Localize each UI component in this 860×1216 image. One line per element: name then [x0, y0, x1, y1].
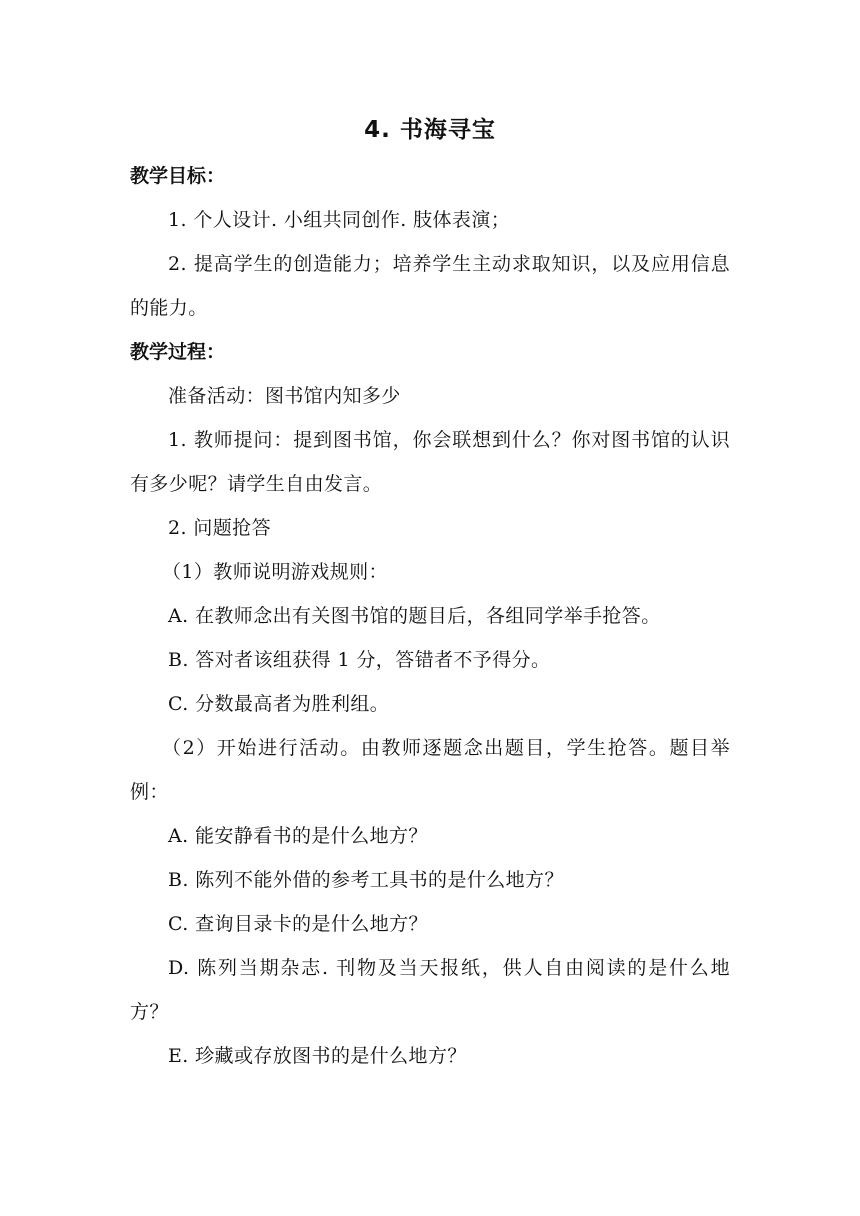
paragraph: B. 陈列不能外借的参考工具书的是什么地方？ — [168, 869, 564, 891]
paragraph: B. 答对者该组获得 1 分，答错者不予得分。 — [168, 649, 551, 671]
document-title: 4. 书海寻宝 — [364, 117, 496, 143]
paragraph: A. 能安静看书的是什么地方？ — [168, 825, 428, 847]
paragraph: 1. 教师提问：提到图书馆，你会联想到什么？你对图书馆的认识有多少呢？请学生自由发言。 — [130, 429, 730, 495]
paragraph: 1. 个人设计. 小组共同创作. 肢体表演； — [168, 209, 511, 231]
paragraph: 2. 问题抢答 — [168, 517, 271, 539]
paragraph: C. 查询目录卡的是什么地方？ — [168, 913, 428, 935]
paragraph: （2）开始进行活动。由教师逐题念出题目，学生抢答。题目举例： — [130, 737, 730, 803]
paragraph: （1）教师说明游戏规则： — [162, 561, 388, 583]
paragraph: C. 分数最高者为胜利组。 — [168, 693, 390, 715]
document-body — [130, 154, 730, 1078]
paragraph: 准备活动：图书馆内知多少 — [168, 385, 401, 407]
paragraph: A. 在教师念出有关图书馆的题目后，各组同学举手抢答。 — [168, 605, 661, 627]
section-heading-goals: 教学目标： — [130, 165, 226, 187]
section-heading-process: 教学过程： — [130, 341, 226, 363]
paragraph: D. 陈列当期杂志. 刊物及当天报纸，供人自由阅读的是什么地方？ — [130, 957, 730, 1023]
paragraph: 2. 提高学生的创造能力；培养学生主动求取知识，以及应用信息的能力。 — [130, 253, 730, 319]
paragraph: E. 珍藏或存放图书的是什么地方？ — [168, 1045, 467, 1067]
